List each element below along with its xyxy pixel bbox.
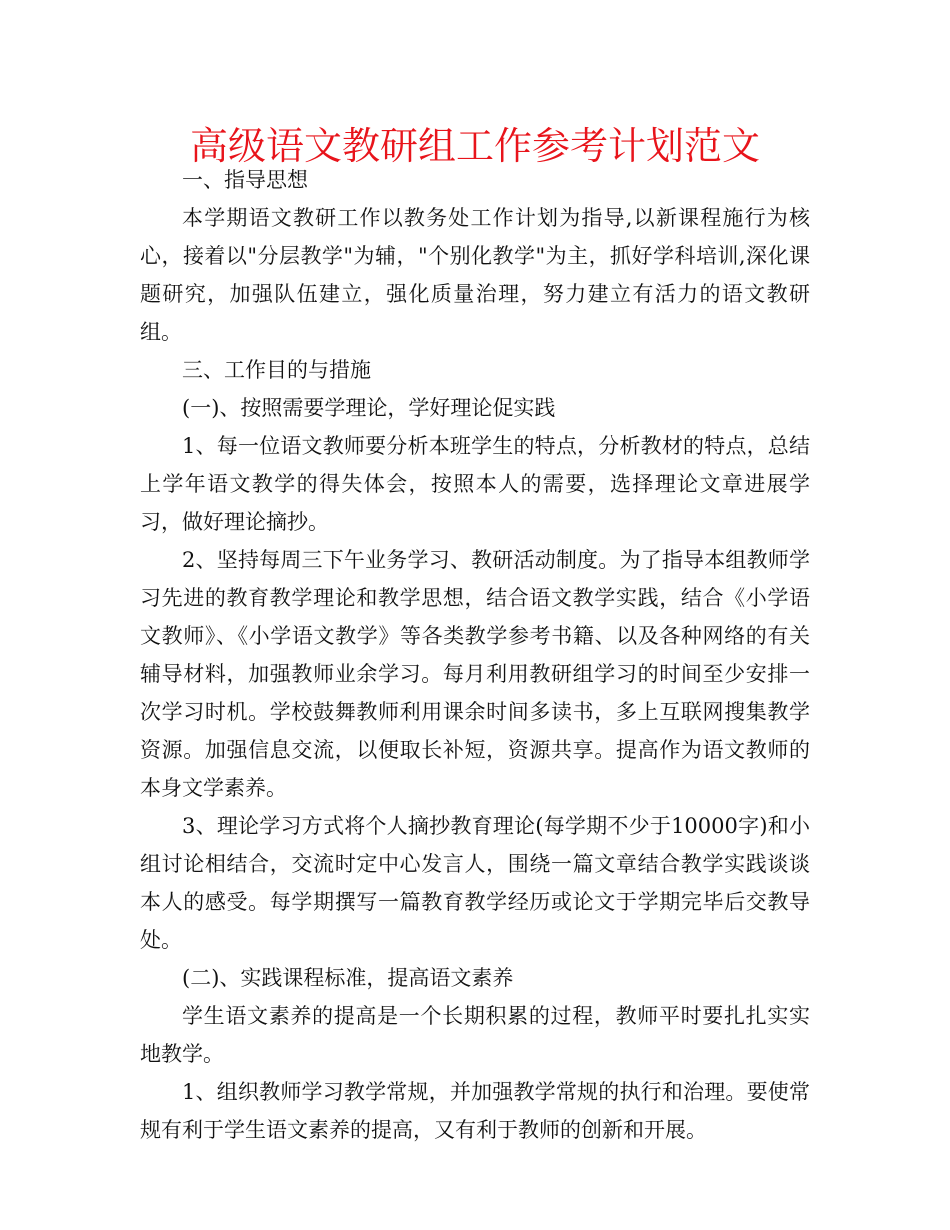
document-title: 高级语文教研组工作参考计划范文 — [189, 124, 760, 168]
paragraph-routine-item-1: 1、组织教师学习教学常规，并加强教学常规的执行和治理。要使常规有利于学生语文素养的提高，又有利于教师的创新和开展。 — [140, 1080, 810, 1142]
section-heading-goals-measures: 三、工作目的与措施 — [182, 358, 371, 382]
paragraph-intro: 本学期语文教研工作以教务处工作计划为指导,以新课程施行为核心，接着以"分层教学"为辅，"个别化教学"为主，抓好学科培训,深化课题研究，加强队伍建立，强化质量治理，努力建立有活力的语文教研组。 — [140, 206, 810, 344]
document-body — [140, 161, 810, 1149]
paragraph-item-3: 3、理论学习方式将个人摘抄教育理论(每学期不少于10000字)和小组讨论相结合，交流时定中心发言人，围绕一篇文章结合教学实践谈谈本人的感受。每学期撰写一篇教育教学经历或论文于学期完毕后交教导处。 — [140, 814, 810, 952]
subsection-heading-theory: (一)、按照需要学理论，学好理论促实践 — [182, 396, 556, 420]
paragraph-literacy: 学生语文素养的提高是一个长期积累的过程，教师平时要扎扎实实地教学。 — [140, 1004, 810, 1066]
subsection-heading-curriculum: (二)、实践课程标准，提高语文素养 — [182, 966, 514, 990]
paragraph-item-1: 1、每一位语文教师要分析本班学生的特点，分析教材的特点，总结上学年语文教学的得失体会，按照本人的需要，选择理论文章进展学习，做好理论摘抄。 — [140, 434, 810, 534]
section-heading-guiding-ideology: 一、指导思想 — [182, 168, 308, 192]
paragraph-item-2: 2、坚持每周三下午业务学习、教研活动制度。为了指导本组教师学习先进的教育教学理论和教学思想，结合语文教学实践，结合《小学语文教师》、《小学语文教学》等各类教学参考书籍、以及各种网络的有关辅导材料，加强教师业余学习。每月利用教研组学习的时间至少安排一次学习时机。学校鼓舞教师利用课余时间多读书，多上互联网搜集教学资源。加强信息交流，以便取长补短，资源共享。提高作为语文教师的本身文学素养。 — [140, 548, 810, 800]
